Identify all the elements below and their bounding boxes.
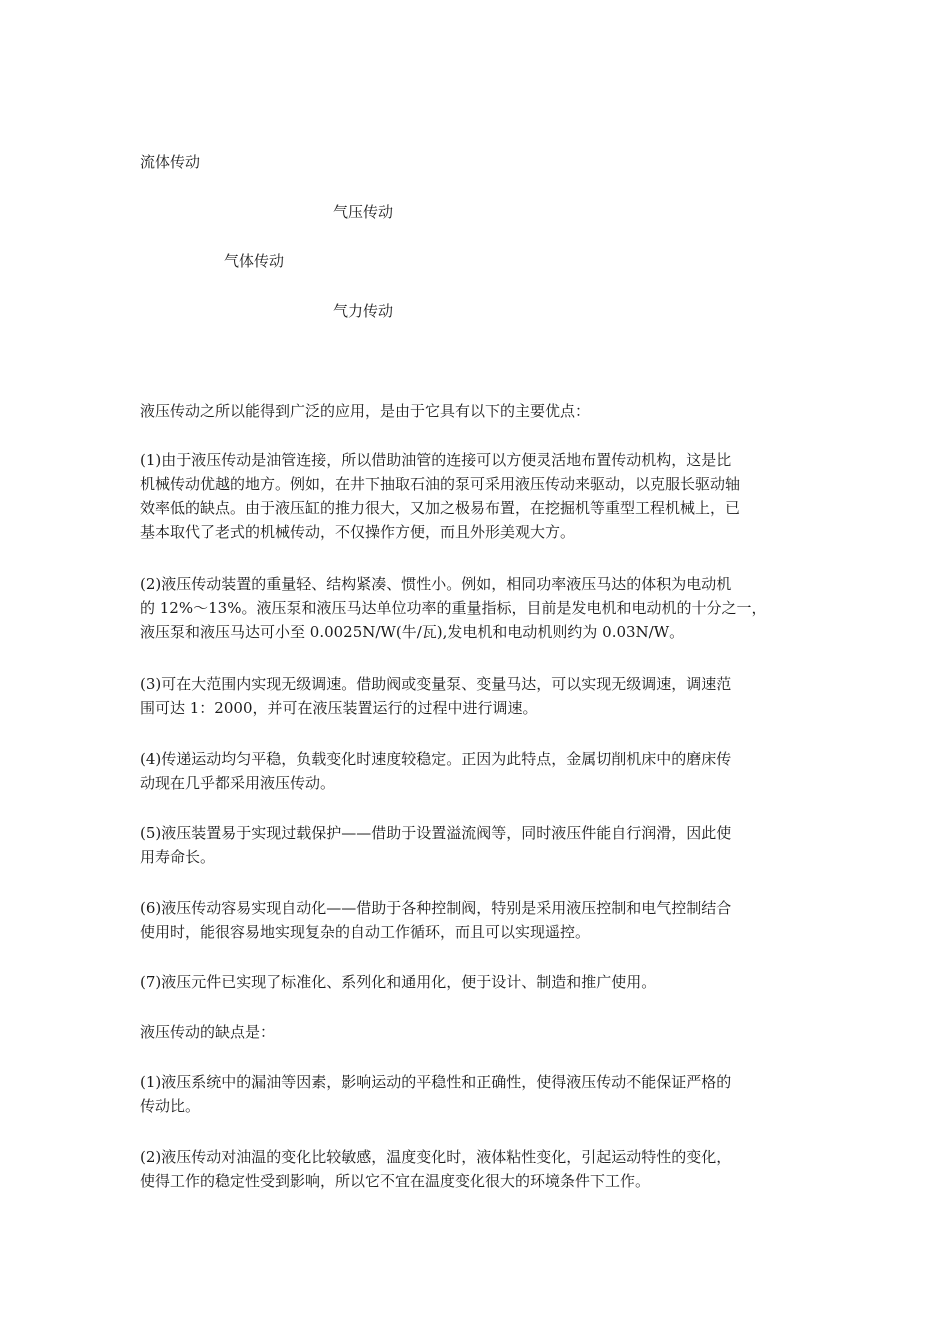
paragraph-line: 传动比。 bbox=[140, 1097, 201, 1115]
paragraph-line: 围可达 1：2000，并可在液压装置运行的过程中进行调速。 bbox=[140, 699, 538, 717]
advantage-item-7 bbox=[140, 970, 820, 994]
diagram-lower-branch-label: 气力传动 bbox=[333, 302, 394, 320]
disadvantage-item-2 bbox=[140, 1145, 820, 1193]
paragraph-line: (3)可在大范围内实现无级调速。借助阀或变量泵、变量马达，可以实现无级调速，调速范 bbox=[140, 675, 732, 693]
paragraph-line: (5)液压装置易于实现过载保护——借助于设置溢流阀等，同时液压件能自行润滑，因此使 bbox=[140, 824, 732, 842]
paragraph-line: (6)液压传动容易实现自动化——借助于各种控制阀，特别是采用液压控制和电气控制结合 bbox=[140, 899, 732, 917]
advantage-item-4 bbox=[140, 747, 820, 795]
advantage-item-5 bbox=[140, 821, 820, 869]
advantage-item-2 bbox=[140, 572, 820, 644]
paragraph-line: (4)传递运动均匀平稳，负载变化时速度较稳定。正因为此特点，金属切削机床中的磨床传 bbox=[140, 750, 732, 768]
paragraph-line: 动现在几乎都采用液压传动。 bbox=[140, 774, 336, 792]
advantage-item-3 bbox=[140, 672, 820, 720]
diagram-root-label: 流体传动 bbox=[140, 153, 201, 171]
paragraph-line: 效率低的缺点。由于液压缸的推力很大，又加之极易布置，在挖掘机等重型工程机械上，已 bbox=[140, 499, 741, 517]
paragraph-line: 液压泵和液压马达可小至 0.0025N/W(牛/瓦),发电机和电动机则约为 0.03N/W。 bbox=[140, 623, 685, 641]
paragraph-line: 机械传动优越的地方。例如，在井下抽取石油的泵可采用液压传动来驱动，以克服长驱动轴 bbox=[140, 475, 741, 493]
diagram-middle-label: 气体传动 bbox=[224, 252, 285, 270]
paragraph-line: 用寿命长。 bbox=[140, 848, 216, 866]
paragraph-line: (7)液压元件已实现了标准化、系列化和通用化，便于设计、制造和推广使用。 bbox=[140, 973, 657, 991]
paragraph-line: (1)液压系统中的漏油等因素，影响运动的平稳性和正确性，使得液压传动不能保证严格的 bbox=[140, 1073, 732, 1091]
paragraph-line: 使得工作的稳定性受到影响，所以它不宜在温度变化很大的环境条件下工作。 bbox=[140, 1172, 651, 1190]
paragraph-line: 使用时，能很容易地实现复杂的自动工作循环，而且可以实现遥控。 bbox=[140, 923, 591, 941]
paragraph-line: 基本取代了老式的机械传动，不仅操作方便，而且外形美观大方。 bbox=[140, 523, 576, 541]
advantages-intro: 液压传动之所以能得到广泛的应用，是由于它具有以下的主要优点： bbox=[140, 402, 591, 420]
paragraph-line: 的 12%～13%。液压泵和液压马达单位功率的重量指标，目前是发电机和电动机的十分之一， bbox=[140, 599, 767, 617]
diagram-upper-branch-label: 气压传动 bbox=[333, 203, 394, 221]
disadvantages-heading: 液压传动的缺点是： bbox=[140, 1023, 276, 1041]
paragraph-line: (2)液压传动对油温的变化比较敏感，温度变化时，液体粘性变化，引起运动特性的变化， bbox=[140, 1148, 732, 1166]
advantage-item-6 bbox=[140, 896, 820, 944]
paragraph-line: (2)液压传动装置的重量轻、结构紧凑、惯性小。例如，相同功率液压马达的体积为电动机 bbox=[140, 575, 732, 593]
advantage-item-1 bbox=[140, 448, 820, 544]
disadvantage-item-1 bbox=[140, 1070, 820, 1118]
paragraph-line: (1)由于液压传动是油管连接，所以借助油管的连接可以方便灵活地布置传动机构，这是比 bbox=[140, 451, 732, 469]
